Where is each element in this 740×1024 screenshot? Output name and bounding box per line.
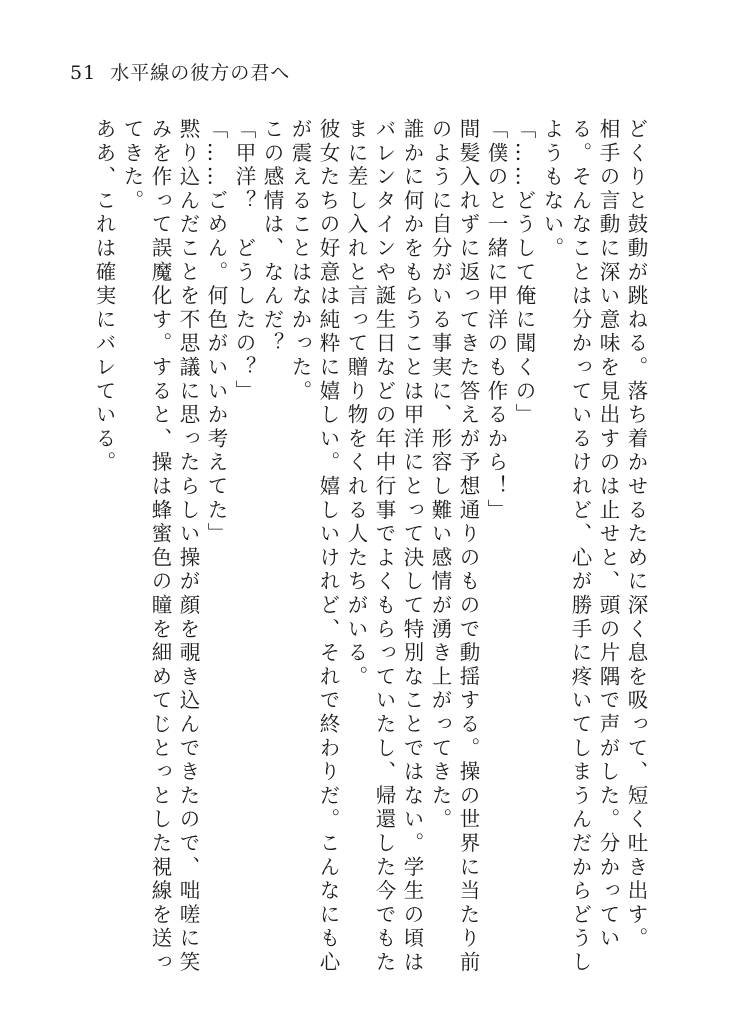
book-title: 水平線の彼方の君へ (110, 62, 291, 84)
paragraph: ああ、これは確実にバレている。 (92, 118, 116, 475)
page-number: 51 (70, 62, 97, 84)
paragraph: この感情は、なんだ？ (260, 118, 284, 356)
paragraph: 相手の言動に深い意味を見出すのは止せと、頭の片隅で声がした。分かっている。そんなことは分かっているけれど、心が勝手に疼いてしまうんだからどうしようもない。 (540, 118, 620, 975)
paragraph: 「僕のと一緒に甲洋のも作るから！」 (484, 118, 508, 523)
paragraph: 間髪入れずに返ってきた答えが予想通りのもので動揺する。操の世界に当たり前のように自分がいる事実に、形容し難い感情が湧き上がってきた。 (428, 118, 480, 975)
paragraph: 「甲洋？ どうしたの？」 (232, 118, 256, 404)
paragraph: 「……ごめん。何色がいいか考えてた」 (204, 118, 228, 547)
vertical-body-text (92, 118, 650, 998)
paragraph: 「……どうして俺に聞くの」 (512, 118, 536, 428)
paragraph: 彼女たちの好意は純粋に嬉しい。嬉しいけれど、それで終わりだ。こんなにも心が震えることはなかった。 (288, 118, 340, 975)
paragraph: 黙り込んだことを不思議に思ったらしい操が顔を覗き込んできたので、咄嗟に笑みを作って誤魔化す。すると、操は蜂蜜色の瞳を細めてじとっとした視線を送ってきた。 (120, 118, 200, 975)
paragraph: 誰かに何かをもらうことは甲洋にとって決して特別なことではない。学生の頃はバレンタインや誕生日などの年中行事でよくもらっていたし、帰還した今でもたまに差し入れと言って贈り物をくれる人たちがいる。 (344, 118, 424, 975)
running-header (70, 58, 290, 85)
paragraph: どくりと鼓動が跳ねる。落ち着かせるために深く息を吸って、短く吐き出す。 (624, 118, 648, 951)
